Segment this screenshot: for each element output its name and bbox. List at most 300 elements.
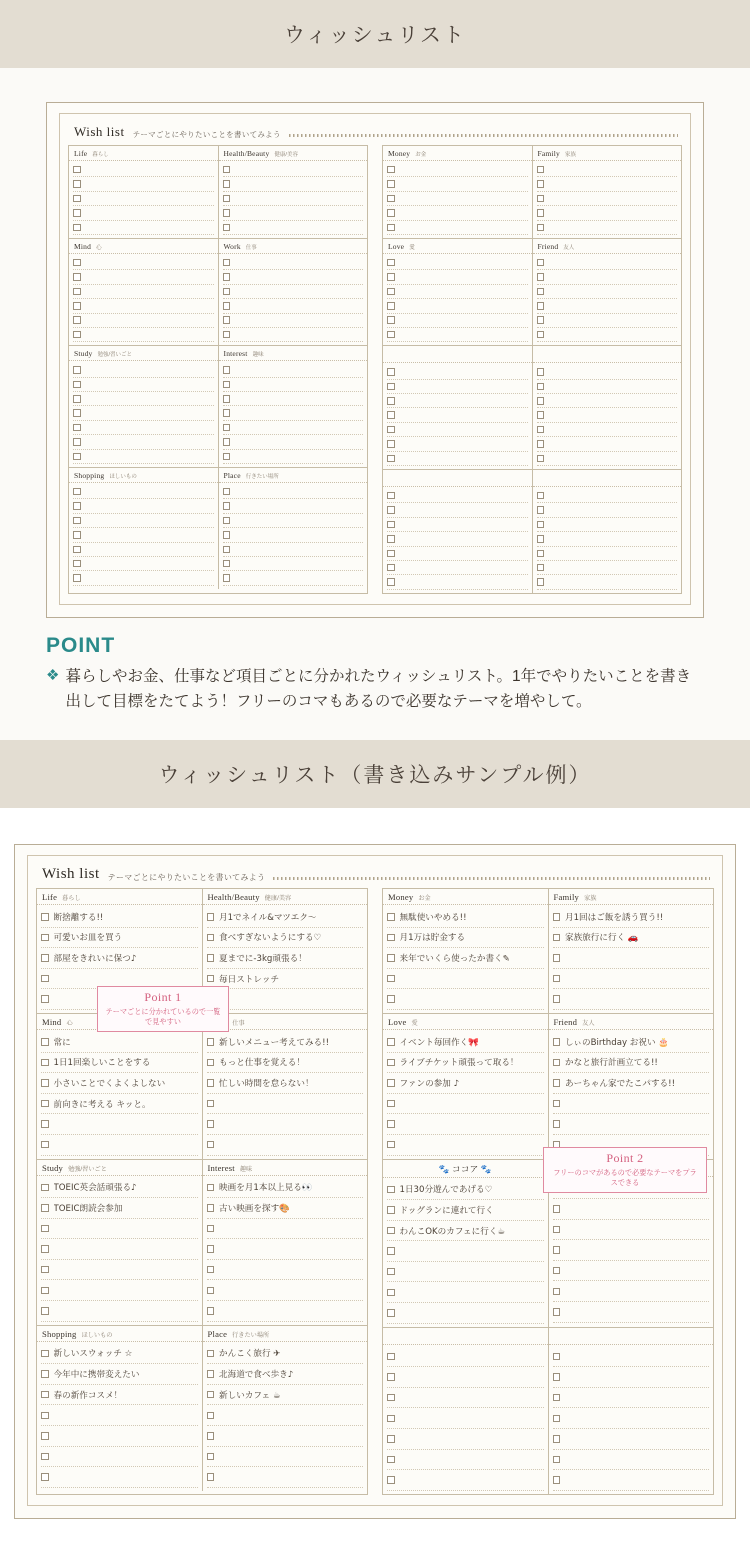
checkbox-icon[interactable] bbox=[223, 331, 231, 339]
checkbox-icon[interactable] bbox=[73, 488, 81, 496]
wishlist-line[interactable] bbox=[387, 1032, 544, 1053]
wishlist-line[interactable] bbox=[207, 969, 364, 990]
checkbox-icon[interactable] bbox=[387, 564, 395, 572]
wishlist-line[interactable] bbox=[41, 1198, 198, 1219]
checkbox-icon[interactable] bbox=[387, 1186, 395, 1194]
wishlist-line[interactable] bbox=[207, 1114, 364, 1135]
wishlist-line[interactable] bbox=[41, 948, 198, 969]
wishlist-line[interactable] bbox=[207, 1032, 364, 1053]
wishlist-line[interactable] bbox=[537, 394, 678, 408]
checkbox-icon[interactable] bbox=[207, 1184, 215, 1192]
checkbox-icon[interactable] bbox=[387, 1394, 395, 1402]
wishlist-line[interactable] bbox=[553, 1470, 710, 1491]
checkbox-icon[interactable] bbox=[41, 1100, 49, 1108]
wishlist-line[interactable] bbox=[207, 1073, 364, 1094]
wishlist-line[interactable] bbox=[537, 503, 678, 517]
checkbox-icon[interactable] bbox=[41, 1453, 49, 1461]
wishlist-line[interactable] bbox=[73, 270, 214, 284]
checkbox-icon[interactable] bbox=[223, 560, 231, 568]
checkbox-icon[interactable] bbox=[553, 1079, 561, 1087]
checkbox-icon[interactable] bbox=[207, 1350, 215, 1358]
checkbox-icon[interactable] bbox=[537, 166, 545, 174]
checkbox-icon[interactable] bbox=[387, 995, 395, 1003]
checkbox-icon[interactable] bbox=[207, 1266, 215, 1274]
checkbox-icon[interactable] bbox=[41, 1287, 49, 1295]
wishlist-line[interactable] bbox=[41, 928, 198, 949]
checkbox-icon[interactable] bbox=[553, 913, 561, 921]
wishlist-line[interactable] bbox=[387, 532, 528, 546]
checkbox-icon[interactable] bbox=[223, 259, 231, 267]
wishlist-line[interactable] bbox=[223, 363, 364, 377]
checkbox-icon[interactable] bbox=[223, 424, 231, 432]
checkbox-icon[interactable] bbox=[223, 166, 231, 174]
checkbox-icon[interactable] bbox=[207, 1432, 215, 1440]
wishlist-line[interactable] bbox=[387, 380, 528, 394]
checkbox-icon[interactable] bbox=[553, 1353, 561, 1361]
checkbox-icon[interactable] bbox=[537, 368, 545, 376]
wishlist-line[interactable] bbox=[387, 948, 544, 969]
wishlist-line[interactable] bbox=[387, 285, 528, 299]
checkbox-icon[interactable] bbox=[387, 259, 395, 267]
checkbox-icon[interactable] bbox=[553, 1246, 561, 1254]
checkbox-icon[interactable] bbox=[41, 1350, 49, 1358]
wishlist-line[interactable] bbox=[553, 928, 710, 949]
checkbox-icon[interactable] bbox=[387, 550, 395, 558]
checkbox-icon[interactable] bbox=[537, 316, 545, 324]
wishlist-line[interactable] bbox=[41, 1344, 198, 1365]
checkbox-icon[interactable] bbox=[207, 975, 215, 983]
checkbox-icon[interactable] bbox=[537, 426, 545, 434]
wishlist-line[interactable] bbox=[41, 1405, 198, 1426]
wishlist-line[interactable] bbox=[223, 192, 364, 206]
checkbox-icon[interactable] bbox=[207, 1100, 215, 1108]
checkbox-icon[interactable] bbox=[223, 546, 231, 554]
wishlist-line[interactable] bbox=[387, 437, 528, 451]
wishlist-line[interactable] bbox=[73, 363, 214, 377]
checkbox-icon[interactable] bbox=[537, 564, 545, 572]
checkbox-icon[interactable] bbox=[73, 517, 81, 525]
wishlist-line[interactable] bbox=[537, 328, 678, 342]
wishlist-line[interactable] bbox=[387, 1408, 544, 1429]
wishlist-line[interactable] bbox=[537, 575, 678, 589]
checkbox-icon[interactable] bbox=[387, 975, 395, 983]
checkbox-icon[interactable] bbox=[537, 535, 545, 543]
checkbox-icon[interactable] bbox=[207, 1204, 215, 1212]
wishlist-line[interactable] bbox=[41, 1135, 198, 1156]
wishlist-line[interactable] bbox=[223, 528, 364, 542]
checkbox-icon[interactable] bbox=[73, 195, 81, 203]
checkbox-icon[interactable] bbox=[73, 180, 81, 188]
checkbox-icon[interactable] bbox=[387, 1141, 395, 1149]
checkbox-icon[interactable] bbox=[553, 975, 561, 983]
wishlist-line[interactable] bbox=[387, 394, 528, 408]
checkbox-icon[interactable] bbox=[207, 1453, 215, 1461]
checkbox-icon[interactable] bbox=[73, 424, 81, 432]
wishlist-line[interactable] bbox=[223, 256, 364, 270]
wishlist-line[interactable] bbox=[553, 1429, 710, 1450]
checkbox-icon[interactable] bbox=[41, 934, 49, 942]
checkbox-icon[interactable] bbox=[207, 1307, 215, 1315]
checkbox-icon[interactable] bbox=[387, 1038, 395, 1046]
wishlist-line[interactable] bbox=[41, 1094, 198, 1115]
wishlist-line[interactable] bbox=[387, 1180, 544, 1201]
wishlist-line[interactable] bbox=[223, 557, 364, 571]
wishlist-line[interactable] bbox=[553, 1450, 710, 1471]
checkbox-icon[interactable] bbox=[553, 1059, 561, 1067]
checkbox-icon[interactable] bbox=[537, 397, 545, 405]
wishlist-line[interactable] bbox=[41, 907, 198, 928]
wishlist-line[interactable] bbox=[41, 1280, 198, 1301]
checkbox-icon[interactable] bbox=[207, 1412, 215, 1420]
checkbox-icon[interactable] bbox=[73, 259, 81, 267]
wishlist-line[interactable] bbox=[537, 408, 678, 422]
checkbox-icon[interactable] bbox=[387, 397, 395, 405]
wishlist-line[interactable] bbox=[553, 907, 710, 928]
wishlist-line[interactable] bbox=[387, 1388, 544, 1409]
wishlist-line[interactable] bbox=[207, 1260, 364, 1281]
wishlist-line[interactable] bbox=[41, 1385, 198, 1406]
wishlist-line[interactable] bbox=[553, 1094, 710, 1115]
checkbox-icon[interactable] bbox=[387, 1059, 395, 1067]
checkbox-icon[interactable] bbox=[537, 506, 545, 514]
wishlist-line[interactable] bbox=[207, 1301, 364, 1322]
wishlist-line[interactable] bbox=[387, 206, 528, 220]
checkbox-icon[interactable] bbox=[387, 1456, 395, 1464]
checkbox-icon[interactable] bbox=[387, 383, 395, 391]
wishlist-line[interactable] bbox=[537, 532, 678, 546]
wishlist-line[interactable] bbox=[207, 1426, 364, 1447]
checkbox-icon[interactable] bbox=[207, 913, 215, 921]
wishlist-line[interactable] bbox=[73, 450, 214, 464]
wishlist-line[interactable] bbox=[73, 571, 214, 585]
checkbox-icon[interactable] bbox=[387, 1309, 395, 1317]
wishlist-line[interactable] bbox=[223, 221, 364, 235]
checkbox-icon[interactable] bbox=[223, 409, 231, 417]
checkbox-icon[interactable] bbox=[41, 1245, 49, 1253]
wishlist-line[interactable] bbox=[387, 1450, 544, 1471]
wishlist-line[interactable] bbox=[207, 928, 364, 949]
checkbox-icon[interactable] bbox=[223, 224, 231, 232]
checkbox-icon[interactable] bbox=[553, 1288, 561, 1296]
checkbox-icon[interactable] bbox=[387, 1289, 395, 1297]
wishlist-line[interactable] bbox=[73, 514, 214, 528]
checkbox-icon[interactable] bbox=[73, 316, 81, 324]
wishlist-line[interactable] bbox=[41, 1053, 198, 1074]
checkbox-icon[interactable] bbox=[537, 195, 545, 203]
checkbox-icon[interactable] bbox=[387, 1247, 395, 1255]
wishlist-line[interactable] bbox=[387, 1073, 544, 1094]
wishlist-line[interactable] bbox=[73, 163, 214, 177]
checkbox-icon[interactable] bbox=[387, 1268, 395, 1276]
wishlist-line[interactable] bbox=[537, 423, 678, 437]
wishlist-line[interactable] bbox=[41, 1219, 198, 1240]
checkbox-icon[interactable] bbox=[207, 1370, 215, 1378]
wishlist-line[interactable] bbox=[223, 328, 364, 342]
wishlist-line[interactable] bbox=[223, 499, 364, 513]
wishlist-line[interactable] bbox=[223, 285, 364, 299]
checkbox-icon[interactable] bbox=[73, 409, 81, 417]
checkbox-icon[interactable] bbox=[41, 1473, 49, 1481]
wishlist-line[interactable] bbox=[537, 489, 678, 503]
wishlist-line[interactable] bbox=[387, 1053, 544, 1074]
wishlist-line[interactable] bbox=[537, 547, 678, 561]
checkbox-icon[interactable] bbox=[73, 366, 81, 374]
checkbox-icon[interactable] bbox=[553, 1435, 561, 1443]
wishlist-line[interactable] bbox=[73, 557, 214, 571]
checkbox-icon[interactable] bbox=[387, 954, 395, 962]
checkbox-icon[interactable] bbox=[223, 288, 231, 296]
checkbox-icon[interactable] bbox=[73, 395, 81, 403]
wishlist-line[interactable] bbox=[223, 392, 364, 406]
checkbox-icon[interactable] bbox=[537, 331, 545, 339]
checkbox-icon[interactable] bbox=[387, 1206, 395, 1214]
checkbox-icon[interactable] bbox=[537, 180, 545, 188]
checkbox-icon[interactable] bbox=[223, 195, 231, 203]
wishlist-line[interactable] bbox=[73, 543, 214, 557]
checkbox-icon[interactable] bbox=[537, 521, 545, 529]
checkbox-icon[interactable] bbox=[537, 259, 545, 267]
checkbox-icon[interactable] bbox=[553, 1373, 561, 1381]
wishlist-line[interactable] bbox=[387, 256, 528, 270]
wishlist-line[interactable] bbox=[207, 907, 364, 928]
wishlist-line[interactable] bbox=[553, 1347, 710, 1368]
checkbox-icon[interactable] bbox=[41, 1184, 49, 1192]
wishlist-line[interactable] bbox=[537, 299, 678, 313]
checkbox-icon[interactable] bbox=[41, 954, 49, 962]
wishlist-line[interactable] bbox=[41, 1426, 198, 1447]
wishlist-line[interactable] bbox=[73, 206, 214, 220]
wishlist-line[interactable] bbox=[553, 1240, 710, 1261]
checkbox-icon[interactable] bbox=[553, 1100, 561, 1108]
wishlist-line[interactable] bbox=[207, 1385, 364, 1406]
wishlist-line[interactable] bbox=[387, 1135, 544, 1156]
wishlist-line[interactable] bbox=[553, 1408, 710, 1429]
wishlist-line[interactable] bbox=[537, 270, 678, 284]
wishlist-line[interactable] bbox=[553, 1114, 710, 1135]
checkbox-icon[interactable] bbox=[553, 1120, 561, 1128]
checkbox-icon[interactable] bbox=[387, 273, 395, 281]
wishlist-line[interactable] bbox=[387, 314, 528, 328]
wishlist-line[interactable] bbox=[537, 256, 678, 270]
checkbox-icon[interactable] bbox=[223, 438, 231, 446]
wishlist-line[interactable] bbox=[553, 1053, 710, 1074]
wishlist-line[interactable] bbox=[387, 408, 528, 422]
wishlist-line[interactable] bbox=[207, 1053, 364, 1074]
wishlist-line[interactable] bbox=[207, 1094, 364, 1115]
checkbox-icon[interactable] bbox=[73, 224, 81, 232]
wishlist-line[interactable] bbox=[553, 1073, 710, 1094]
wishlist-line[interactable] bbox=[537, 314, 678, 328]
wishlist-line[interactable] bbox=[537, 177, 678, 191]
wishlist-line[interactable] bbox=[553, 1261, 710, 1282]
checkbox-icon[interactable] bbox=[73, 438, 81, 446]
checkbox-icon[interactable] bbox=[387, 426, 395, 434]
wishlist-line[interactable] bbox=[207, 1280, 364, 1301]
wishlist-line[interactable] bbox=[387, 518, 528, 532]
wishlist-line[interactable] bbox=[73, 406, 214, 420]
wishlist-line[interactable] bbox=[223, 435, 364, 449]
wishlist-line[interactable] bbox=[41, 1301, 198, 1322]
wishlist-line[interactable] bbox=[73, 314, 214, 328]
wishlist-line[interactable] bbox=[223, 543, 364, 557]
checkbox-icon[interactable] bbox=[41, 975, 49, 983]
wishlist-line[interactable] bbox=[223, 270, 364, 284]
checkbox-icon[interactable] bbox=[387, 316, 395, 324]
wishlist-line[interactable] bbox=[387, 1262, 544, 1283]
checkbox-icon[interactable] bbox=[553, 1205, 561, 1213]
wishlist-line[interactable] bbox=[41, 1364, 198, 1385]
checkbox-icon[interactable] bbox=[553, 1038, 561, 1046]
wishlist-line[interactable] bbox=[207, 1178, 364, 1199]
checkbox-icon[interactable] bbox=[223, 517, 231, 525]
wishlist-line[interactable] bbox=[537, 206, 678, 220]
checkbox-icon[interactable] bbox=[41, 1059, 49, 1067]
checkbox-icon[interactable] bbox=[223, 209, 231, 217]
checkbox-icon[interactable] bbox=[387, 1373, 395, 1381]
wishlist-line[interactable] bbox=[387, 989, 544, 1010]
wishlist-line[interactable] bbox=[73, 285, 214, 299]
checkbox-icon[interactable] bbox=[73, 273, 81, 281]
wishlist-line[interactable] bbox=[387, 1367, 544, 1388]
checkbox-icon[interactable] bbox=[553, 1308, 561, 1316]
checkbox-icon[interactable] bbox=[537, 209, 545, 217]
wishlist-line[interactable] bbox=[387, 177, 528, 191]
wishlist-line[interactable] bbox=[387, 1347, 544, 1368]
wishlist-line[interactable] bbox=[41, 1467, 198, 1488]
wishlist-line[interactable] bbox=[387, 1470, 544, 1491]
checkbox-icon[interactable] bbox=[553, 954, 561, 962]
checkbox-icon[interactable] bbox=[553, 995, 561, 1003]
wishlist-line[interactable] bbox=[387, 163, 528, 177]
wishlist-line[interactable] bbox=[387, 221, 528, 235]
checkbox-icon[interactable] bbox=[207, 1245, 215, 1253]
checkbox-icon[interactable] bbox=[73, 302, 81, 310]
checkbox-icon[interactable] bbox=[41, 1038, 49, 1046]
checkbox-icon[interactable] bbox=[537, 302, 545, 310]
wishlist-line[interactable] bbox=[41, 1260, 198, 1281]
wishlist-line[interactable] bbox=[223, 378, 364, 392]
wishlist-line[interactable] bbox=[73, 421, 214, 435]
checkbox-icon[interactable] bbox=[553, 934, 561, 942]
checkbox-icon[interactable] bbox=[387, 1415, 395, 1423]
checkbox-icon[interactable] bbox=[223, 302, 231, 310]
wishlist-line[interactable] bbox=[223, 163, 364, 177]
wishlist-line[interactable] bbox=[41, 1178, 198, 1199]
wishlist-line[interactable] bbox=[387, 503, 528, 517]
checkbox-icon[interactable] bbox=[73, 574, 81, 582]
checkbox-icon[interactable] bbox=[41, 1204, 49, 1212]
checkbox-icon[interactable] bbox=[387, 166, 395, 174]
wishlist-line[interactable] bbox=[537, 192, 678, 206]
wishlist-line[interactable] bbox=[537, 365, 678, 379]
checkbox-icon[interactable] bbox=[387, 331, 395, 339]
wishlist-line[interactable] bbox=[41, 1239, 198, 1260]
wishlist-line[interactable] bbox=[537, 452, 678, 466]
wishlist-line[interactable] bbox=[387, 1241, 544, 1262]
checkbox-icon[interactable] bbox=[207, 1059, 215, 1067]
wishlist-line[interactable] bbox=[73, 485, 214, 499]
checkbox-icon[interactable] bbox=[73, 166, 81, 174]
checkbox-icon[interactable] bbox=[207, 1120, 215, 1128]
checkbox-icon[interactable] bbox=[223, 502, 231, 510]
checkbox-icon[interactable] bbox=[537, 288, 545, 296]
checkbox-icon[interactable] bbox=[207, 1079, 215, 1087]
wishlist-line[interactable] bbox=[223, 450, 364, 464]
wishlist-line[interactable] bbox=[387, 907, 544, 928]
checkbox-icon[interactable] bbox=[207, 1038, 215, 1046]
checkbox-icon[interactable] bbox=[223, 366, 231, 374]
wishlist-line[interactable] bbox=[387, 1282, 544, 1303]
checkbox-icon[interactable] bbox=[387, 209, 395, 217]
checkbox-icon[interactable] bbox=[223, 488, 231, 496]
checkbox-icon[interactable] bbox=[73, 546, 81, 554]
wishlist-line[interactable] bbox=[537, 518, 678, 532]
checkbox-icon[interactable] bbox=[41, 1391, 49, 1399]
checkbox-icon[interactable] bbox=[207, 1141, 215, 1149]
wishlist-line[interactable] bbox=[207, 1344, 364, 1365]
wishlist-line[interactable] bbox=[207, 1135, 364, 1156]
wishlist-line[interactable] bbox=[207, 1239, 364, 1260]
wishlist-line[interactable] bbox=[553, 1032, 710, 1053]
checkbox-icon[interactable] bbox=[73, 531, 81, 539]
checkbox-icon[interactable] bbox=[41, 1225, 49, 1233]
checkbox-icon[interactable] bbox=[207, 1287, 215, 1295]
wishlist-line[interactable] bbox=[73, 528, 214, 542]
wishlist-line[interactable] bbox=[73, 378, 214, 392]
checkbox-icon[interactable] bbox=[207, 1391, 215, 1399]
wishlist-line[interactable] bbox=[387, 1094, 544, 1115]
wishlist-line[interactable] bbox=[223, 177, 364, 191]
checkbox-icon[interactable] bbox=[387, 368, 395, 376]
checkbox-icon[interactable] bbox=[537, 440, 545, 448]
wishlist-line[interactable] bbox=[73, 256, 214, 270]
wishlist-line[interactable] bbox=[553, 1281, 710, 1302]
wishlist-line[interactable] bbox=[553, 948, 710, 969]
wishlist-line[interactable] bbox=[387, 1303, 544, 1324]
checkbox-icon[interactable] bbox=[41, 1370, 49, 1378]
checkbox-icon[interactable] bbox=[537, 455, 545, 463]
wishlist-line[interactable] bbox=[73, 435, 214, 449]
wishlist-line[interactable] bbox=[223, 485, 364, 499]
checkbox-icon[interactable] bbox=[387, 578, 395, 586]
checkbox-icon[interactable] bbox=[537, 492, 545, 500]
wishlist-line[interactable] bbox=[553, 969, 710, 990]
wishlist-line[interactable] bbox=[537, 437, 678, 451]
checkbox-icon[interactable] bbox=[41, 1120, 49, 1128]
wishlist-line[interactable] bbox=[73, 328, 214, 342]
checkbox-icon[interactable] bbox=[223, 453, 231, 461]
checkbox-icon[interactable] bbox=[41, 913, 49, 921]
wishlist-line[interactable] bbox=[387, 1429, 544, 1450]
checkbox-icon[interactable] bbox=[387, 1120, 395, 1128]
wishlist-line[interactable] bbox=[73, 392, 214, 406]
checkbox-icon[interactable] bbox=[387, 934, 395, 942]
checkbox-icon[interactable] bbox=[223, 273, 231, 281]
checkbox-icon[interactable] bbox=[553, 1394, 561, 1402]
wishlist-line[interactable] bbox=[223, 314, 364, 328]
wishlist-line[interactable] bbox=[387, 192, 528, 206]
wishlist-line[interactable] bbox=[73, 192, 214, 206]
checkbox-icon[interactable] bbox=[387, 913, 395, 921]
checkbox-icon[interactable] bbox=[73, 381, 81, 389]
wishlist-line[interactable] bbox=[387, 575, 528, 589]
checkbox-icon[interactable] bbox=[387, 1435, 395, 1443]
checkbox-icon[interactable] bbox=[223, 180, 231, 188]
wishlist-line[interactable] bbox=[387, 328, 528, 342]
checkbox-icon[interactable] bbox=[223, 531, 231, 539]
wishlist-line[interactable] bbox=[223, 206, 364, 220]
wishlist-line[interactable] bbox=[73, 177, 214, 191]
